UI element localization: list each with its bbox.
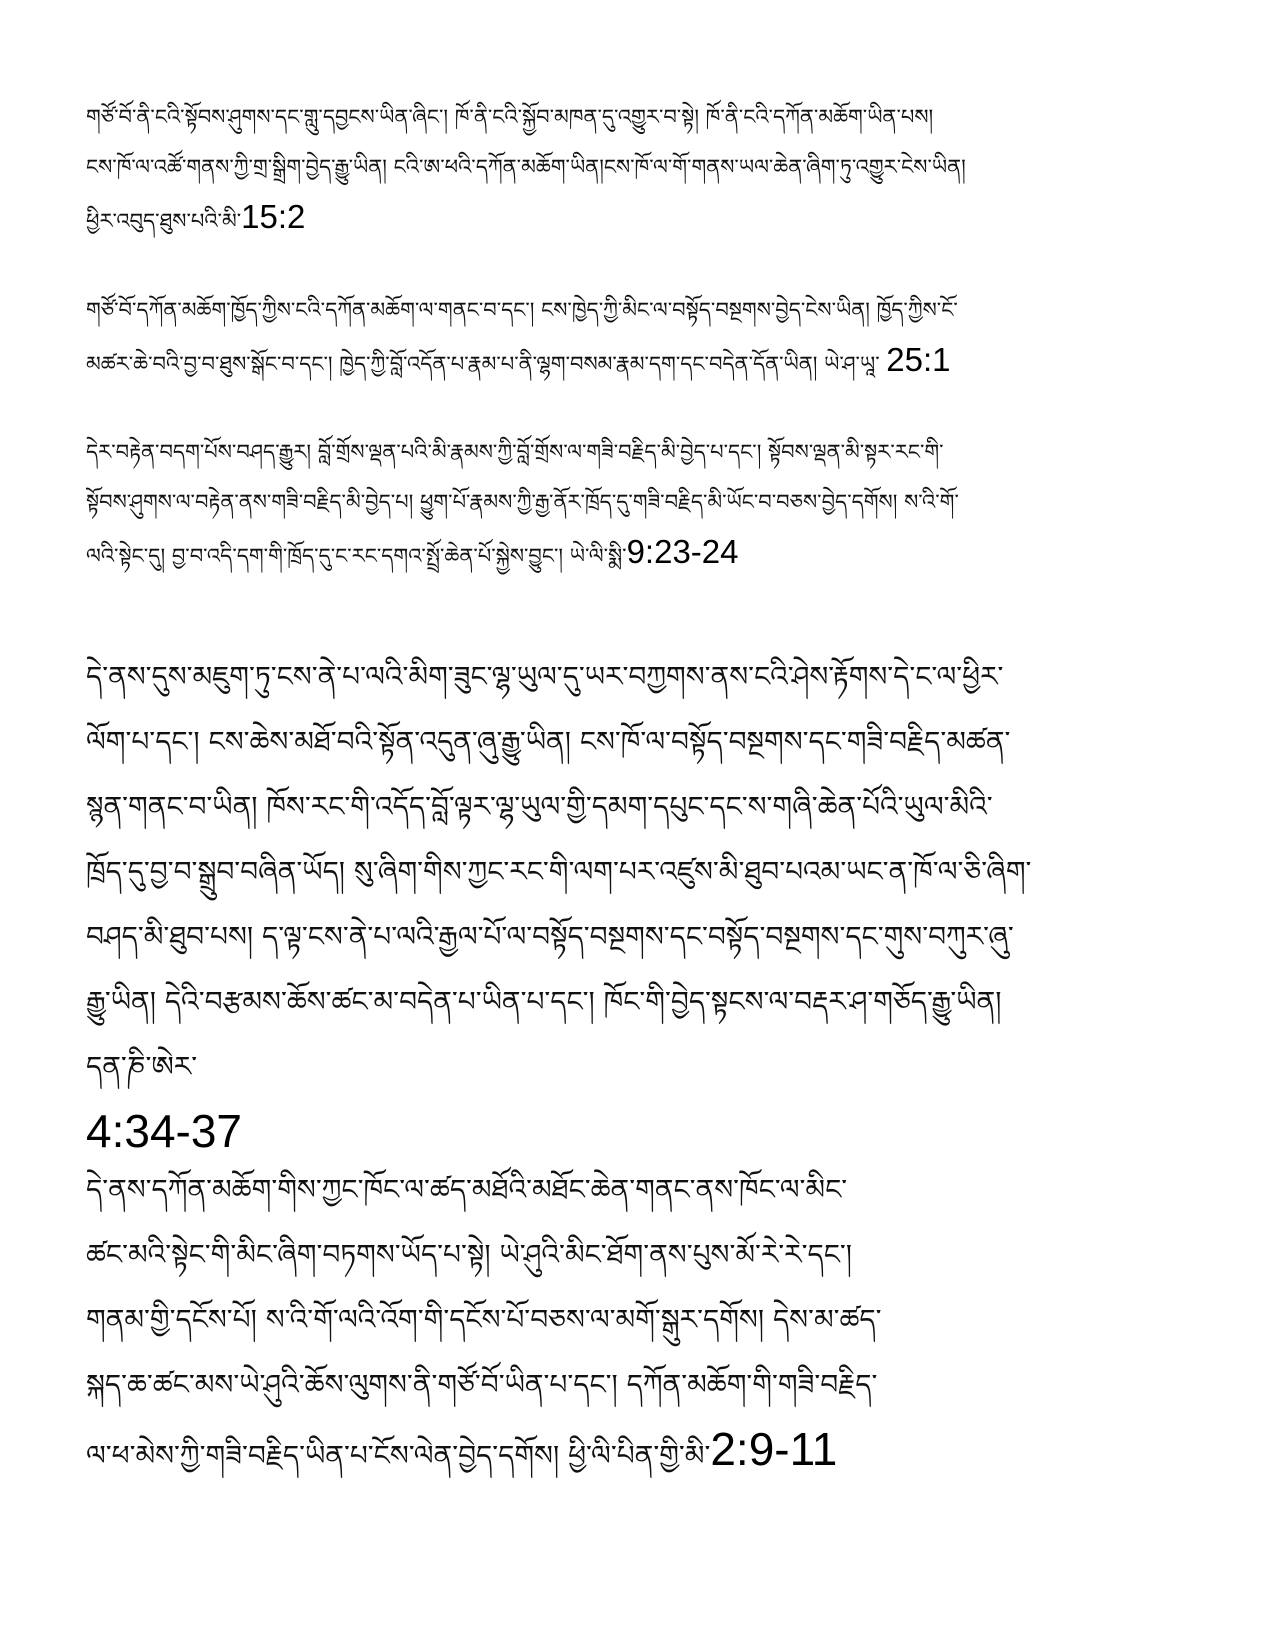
verse-line: དེར་བརྟེན་བདག་པོས་བཤད་རྒྱུར། བློ་གྲོས་ལྡན་པའི་མི་རྣམས་ཀྱི་བློ་གྲོས་ལ་གཟི་བརྗིད་མི་བྱེད་པ་དང་། སྟོབས་ལྡན་མི་སྟར་རང་གི་: [86, 440, 944, 464]
verse-line-with-reference: [86, 527, 1196, 577]
verse-line: གནམ་གྱི་དངོས་པོ། ས་འི་གོ་ལའི་འོག་གི་དངོས་པོ་བཅས་ལ་མགོ་སྒུར་དགོས། དེས་མ་ཚད་: [86, 1303, 882, 1336]
verse-paragraph: [86, 427, 1196, 577]
verse-paragraph: [86, 644, 1196, 1164]
verse-reference: 2:9-11: [710, 1423, 838, 1475]
verse-paragraph: [86, 1157, 1196, 1482]
verse-reference: 4:34-37: [86, 1105, 243, 1157]
book-name: ལའི་སྟེང་དུ། བྱ་བ་འདི་དག་གི་ཁྲོད་དུ་ང་རང་དགའ་སྤྲོ་ཆེན་པོ་སྐྱེས་བྱུང་། ཡེ་ལི་སྨི་: [86, 544, 627, 568]
verse-line: ངས་ཁོ་ལ་འཚོ་གནས་ཀྱི་གྲ་སྒྲིག་བྱེད་རྒྱུ་ཡིན། ངའི་ཨ་ཕའི་དཀོན་མཆོག་ཡིན།ངས་ཁོ་ལ་གོ་གནས་ཡལ་ཆེན་ཞིག་ཏུ་འགྱུར་ངེས་ཡིན།: [86, 155, 966, 179]
verse-line: རྒྱུ་ཡིན། དེའི་བརྩམས་ཆོས་ཚང་མ་བདེན་པ་ཡིན་པ་དང་། ཁོང་གི་བྱེད་སྟངས་ལ་བརྡར་ཤ་གཅོད་རྒྱུ་ཡིན།: [86, 985, 1002, 1018]
verse-line-with-reference: [86, 1417, 1196, 1482]
verse-line: གཙོ་བོ་ནི་ངའི་སྟོབས་ཤུགས་དང་གླུ་དབྱངས་ཡིན་ཞིང་། ཁོ་ནི་ངའི་སྐྱོབ་མཁན་དུ་འགྱུར་བ་སྟེ། ཁོ་ནི་ངའི་དཀོན་མཆོག་ཡིན་པས།: [86, 105, 934, 129]
verse-line: བཤད་མི་ཐུབ་པས། ད་ལྟ་ངས་ནེ་པ་ལའི་རྒྱལ་པོ་ལ་བསྟོད་བསྔགས་དང་བསྟོད་བསྔགས་དང་གུས་བཀུར་ཞུ་: [86, 920, 1014, 953]
verse-line-with-reference: [86, 1099, 1196, 1164]
book-name: མཚར་ཆེ་བའི་བྱ་བ་ཐུས་སྒོང་བ་དང་། ཁྱེད་ཀྱི་བློ་འདོན་པ་རྣམ་པ་ནི་ལྷག་བསམ་རྣམ་དག་དང་བདེན་དོན་ཡིན། ཡེ་ཤ་ཡཱ་: [86, 352, 880, 376]
verse-line: དན་ཎི་ཨེར་: [86, 1050, 198, 1083]
verse-line-with-reference: [86, 335, 1196, 385]
verse-reference: 25:1: [886, 341, 951, 378]
book-name: ཕྱིར་འབུད་ཐུས་པའི་མི་: [86, 209, 242, 233]
book-name: ལ་ཕ་མེས་ཀྱི་གཟི་བརྗིད་ཡིན་པ་ངོས་ལེན་བྱེད་དགོས། ཕྱི་ལི་པིན་གྱི་མི་: [86, 1439, 711, 1472]
verse-reference: 9:23-24: [626, 533, 739, 570]
verse-line: ལོག་པ་དང་། ངས་ཆེས་མཐོ་བའི་སྟོན་འདུན་ཞུ་རྒྱུ་ཡིན། ངས་ཁོ་ལ་བསྟོད་བསྔགས་དང་གཟི་བརྗིད་མཚན་: [86, 725, 1011, 758]
verse-line: ཚང་མའི་སྟེང་གི་མིང་ཞིག་བཏགས་ཡོད་པ་སྟེ། ཡེ་ཤུའི་མིང་ཐོག་ནས་པུས་མོ་རེ་རེ་དང་།: [86, 1238, 852, 1271]
verse-line: དེ་ནས་དུས་མཇུག་ཏུ་ངས་ནེ་པ་ལའི་མིག་ཟུང་ལྷ་ཡུལ་དུ་ཡར་བཀྱགས་ནས་ངའི་ཤེས་རྟོགས་དེ་ང་ལ་ཕྱིར་: [86, 660, 1004, 693]
verse-reference: 15:2: [241, 198, 306, 235]
verse-line: དེ་ནས་དཀོན་མཆོག་གིས་ཀྱང་ཁོང་ལ་ཚད་མཐོའི་མཐོང་ཆེན་གནང་ནས་ཁོང་ལ་མིང་: [86, 1173, 848, 1206]
verse-line: སྙན་གནང་བ་ཡིན། ཁོས་རང་གི་འདོད་བློ་ལྟར་ལྷ་ཡུལ་གྱི་དམག་དཔུང་དང་ས་གཞི་ཆེན་པོའི་ཡུལ་མིའི་: [86, 790, 993, 823]
verse-paragraph: [86, 285, 1196, 385]
verse-line: གཙོ་བོ་དཀོན་མཆོག་ཁྱོད་ཀྱིས་ངའི་དཀོན་མཆོག་ལ་གནང་བ་དང་། ངས་ཁྱེད་ཀྱི་མིང་ལ་བསྟོད་བསྔགས་བྱེད་ངེས་ཡིན། ཁྱོད་ཀྱིས་ངོ་: [86, 298, 958, 322]
verse-line: ཁྲོད་དུ་བྱ་བ་སྒྲུབ་བཞིན་ཡོད། སུ་ཞིག་གིས་ཀྱང་རང་གི་ལག་པར་འཛུས་མི་ཐུབ་པའམ་ཡང་ན་ཁོ་ལ་ཅི་ཞིག་: [86, 855, 1032, 888]
verse-line: སྟོབས་ཤུགས་ལ་བརྟེན་ནས་གཟི་བརྗིད་མི་བྱེད་པ། ཕྱུག་པོ་རྣམས་ཀྱི་རྒྱ་ནོར་ཁྲོད་དུ་གཟི་བརྗིད་མི་ཡོང་བ་བཅས་བྱེད་དགོས། ས་འི་གོ་: [86, 490, 959, 514]
verse-line: སྐད་ཆ་ཚང་མས་ཡེ་ཤུའི་ཆོས་ལུགས་ནི་གཙོ་བོ་ཡིན་པ་དང་། དཀོན་མཆོག་གི་གཟི་བརྗིད་: [86, 1368, 878, 1401]
verse-paragraph: [86, 92, 1196, 242]
verse-line-with-reference: [86, 192, 1196, 242]
